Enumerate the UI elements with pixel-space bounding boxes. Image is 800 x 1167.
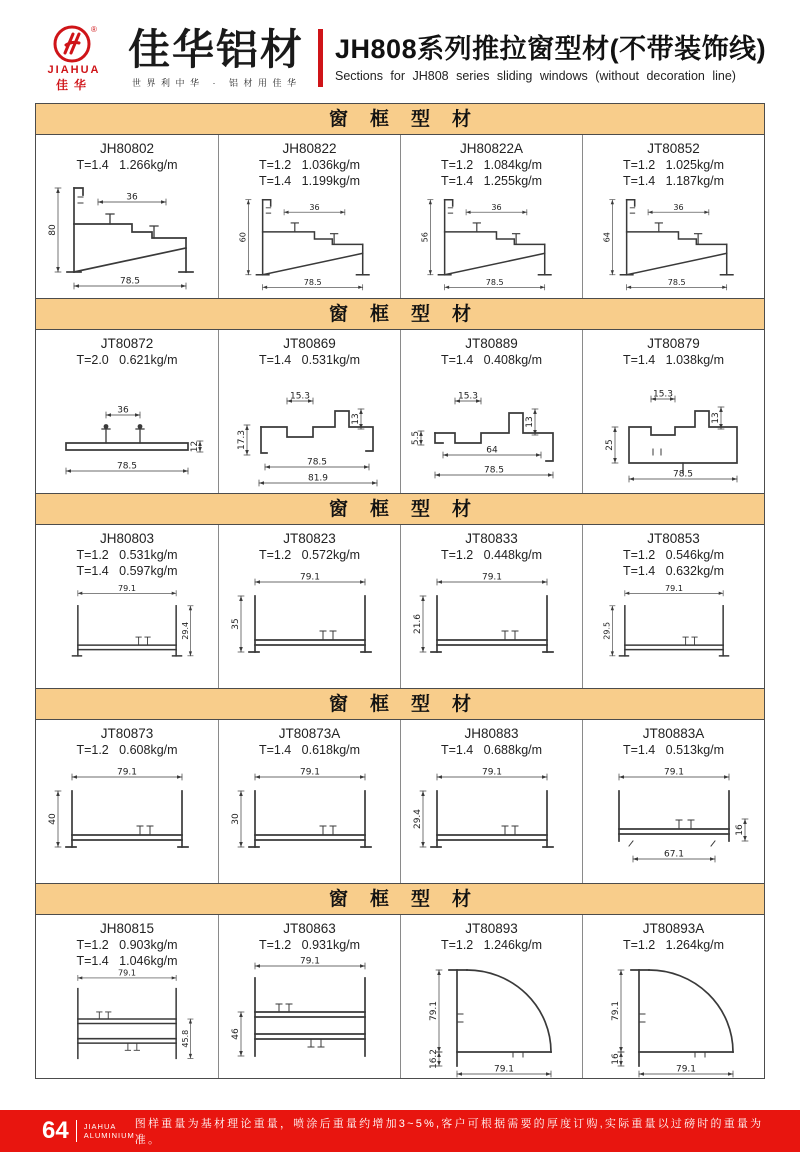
svg-text:79.1: 79.1 [118, 584, 136, 594]
profile-drawing [401, 371, 583, 493]
svg-text:21.6: 21.6 [412, 613, 423, 635]
profile-cell [582, 135, 764, 298]
profile-cell [400, 135, 582, 298]
profile-cell [400, 915, 582, 1078]
profile-code: JH80822 [282, 141, 337, 156]
profile-code: JT80893A [642, 921, 705, 936]
profile-cell [582, 720, 764, 883]
profile-drawing [36, 579, 218, 688]
profile-drawing [583, 189, 765, 298]
profile-code: JT80873 [100, 726, 154, 741]
section-cells [36, 135, 764, 299]
profile-drawing [36, 761, 218, 883]
section-header: 窗框型材 [36, 104, 764, 135]
profile-drawing [219, 566, 401, 688]
brand-name: 佳华铝材 [128, 26, 305, 73]
profile-code: JT80883A [642, 726, 705, 741]
profile-drawing [219, 956, 401, 1078]
profile-drawing [401, 761, 583, 883]
profile-weight: T=1.4 0.408kg/m [440, 353, 543, 367]
footer-brand [84, 1122, 135, 1140]
profile-drawing [401, 566, 583, 688]
svg-text:79.1: 79.1 [481, 767, 502, 778]
profile-weight: T=1.2 0.531kg/m [76, 548, 178, 562]
svg-text:36: 36 [126, 192, 138, 203]
svg-text:64: 64 [602, 232, 612, 243]
svg-text:16: 16 [734, 824, 745, 836]
profile-cell [218, 525, 400, 688]
profile-code: JT80893 [465, 921, 518, 936]
profile-drawing [583, 579, 765, 688]
profile-drawing [401, 189, 583, 298]
profile-weight: T=1.2 0.572kg/m [258, 548, 361, 562]
masthead [26, 22, 770, 94]
profile-drawing [583, 956, 765, 1078]
svg-text:78.5: 78.5 [119, 276, 141, 287]
section-cells [36, 915, 764, 1078]
section-3 [36, 494, 764, 689]
section-4 [36, 689, 764, 884]
page-number: 64 [42, 1117, 69, 1144]
profile-weight: T=1.4 0.531kg/m [258, 353, 361, 367]
profile-code: JH80802 [99, 141, 155, 156]
footer-note: 图样重量为基材理论重量，喷涂后重量约增加3~5%,客户可根据需要的厚度订购,实际重量以过磅时的重量为准。 [134, 1118, 764, 1146]
profile-cell [218, 330, 400, 493]
svg-text:79.1: 79.1 [118, 969, 136, 978]
svg-text:60: 60 [238, 232, 248, 243]
profile-weight: T=1.2 0.546kg/m [622, 548, 725, 562]
profile-weight: T=1.4 1.046kg/m [76, 954, 178, 968]
svg-text:45.8: 45.8 [180, 1029, 190, 1048]
registered-mark: ® [91, 24, 97, 34]
section-cells [36, 720, 764, 884]
profile-cell [36, 330, 218, 493]
profile-cell [400, 720, 582, 883]
svg-text:13: 13 [710, 412, 721, 424]
svg-text:79.1: 79.1 [664, 584, 683, 594]
profile-drawing [583, 371, 765, 493]
svg-text:79.1: 79.1 [663, 767, 684, 778]
svg-text:25: 25 [604, 439, 615, 451]
section-5 [36, 884, 764, 1078]
svg-text:80: 80 [48, 224, 58, 236]
svg-text:17.3: 17.3 [236, 429, 247, 451]
svg-text:78.5: 78.5 [672, 469, 693, 480]
profile-drawing [219, 189, 401, 298]
profile-cell [218, 135, 400, 298]
profile-cell [36, 525, 218, 688]
svg-text:16: 16 [610, 1053, 621, 1065]
svg-text:79.1: 79.1 [675, 1064, 696, 1075]
profile-cell [36, 915, 218, 1078]
brand-tagline: 世界利中华 · 铝材用佳华 [132, 78, 302, 88]
svg-text:29.5: 29.5 [602, 621, 612, 640]
profile-weight: T=1.2 0.903kg/m [76, 938, 178, 952]
title-divider [318, 29, 323, 87]
svg-text:40: 40 [48, 813, 58, 825]
profile-weight: T=1.4 0.513kg/m [622, 743, 725, 757]
profile-code: JT80823 [283, 531, 336, 546]
profile-weight: T=1.4 1.199kg/m [258, 174, 361, 188]
svg-text:15.3: 15.3 [289, 391, 310, 402]
svg-text:29.4: 29.4 [180, 621, 190, 640]
profile-cell [582, 525, 764, 688]
svg-text:36: 36 [490, 202, 502, 212]
title-block [335, 33, 770, 83]
profile-code: JT80879 [647, 336, 700, 351]
section-cells [36, 525, 764, 689]
footer-divider [76, 1120, 77, 1142]
section-header: 窗框型材 [36, 689, 764, 720]
svg-text:79.1: 79.1 [299, 572, 320, 583]
profile-weight: T=1.4 1.038kg/m [622, 353, 725, 367]
section-cells [36, 330, 764, 494]
svg-text:46: 46 [230, 1028, 241, 1040]
profile-code: JT80853 [647, 531, 700, 546]
section-2 [36, 299, 764, 494]
profile-cell [400, 525, 582, 688]
brand-block [128, 27, 304, 89]
profile-drawing [583, 761, 765, 883]
section-header: 窗框型材 [36, 884, 764, 915]
svg-text:79.1: 79.1 [493, 1064, 514, 1075]
svg-text:78.5: 78.5 [483, 465, 504, 476]
profile-cell [400, 330, 582, 493]
profile-cell [36, 135, 218, 298]
profile-weight: T=1.4 0.632kg/m [622, 564, 725, 578]
svg-text:79.1: 79.1 [116, 767, 138, 778]
profile-weight: T=1.4 0.618kg/m [258, 743, 361, 757]
profile-weight: T=1.2 0.608kg/m [76, 743, 178, 757]
svg-text:78.5: 78.5 [306, 457, 327, 468]
profile-weight: T=1.4 0.688kg/m [440, 743, 543, 757]
svg-text:56: 56 [420, 232, 430, 243]
profile-code: JT80863 [283, 921, 336, 936]
footer-bar [0, 1110, 800, 1152]
page-subtitle: Sections for JH808 series sliding windows (without decoration line) [335, 69, 736, 83]
profile-drawing [219, 371, 401, 493]
profile-cell [582, 330, 764, 493]
svg-text:81.9: 81.9 [307, 473, 328, 484]
profile-weight: T=1.2 1.246kg/m [440, 938, 543, 952]
svg-text:79.1: 79.1 [299, 956, 320, 967]
section-header: 窗框型材 [36, 299, 764, 330]
profile-drawing [401, 956, 583, 1078]
svg-text:13: 13 [350, 413, 361, 425]
profile-weight: T=1.2 1.084kg/m [440, 158, 543, 172]
profile-cell [36, 720, 218, 883]
section-1 [36, 104, 764, 299]
logo-text-cn: 佳华 [55, 77, 92, 92]
profile-code: JT80833 [465, 531, 518, 546]
profile-weight: T=1.2 1.025kg/m [622, 158, 725, 172]
svg-text:36: 36 [117, 405, 129, 416]
profile-code: JH80822A [459, 141, 524, 156]
profile-code: JT80852 [647, 141, 700, 156]
profile-weight: T=1.4 1.266kg/m [76, 158, 178, 172]
profile-drawing [219, 761, 401, 883]
svg-text:15.3: 15.3 [652, 389, 673, 400]
profile-weight: T=1.2 0.931kg/m [258, 938, 361, 952]
svg-text:79.1: 79.1 [428, 1000, 439, 1022]
svg-text:79.1: 79.1 [481, 572, 502, 583]
svg-text:5.5: 5.5 [410, 430, 421, 446]
footer-brand-line1: JIAHUA [83, 1122, 117, 1131]
svg-text:67.1: 67.1 [663, 849, 684, 860]
company-logo [26, 24, 122, 93]
profile-drawing [36, 176, 218, 298]
profile-weight: T=1.4 0.597kg/m [76, 564, 178, 578]
svg-text:36: 36 [308, 202, 320, 212]
svg-text:78.5: 78.5 [485, 278, 504, 288]
section-header: 窗框型材 [36, 494, 764, 525]
profile-cell [582, 915, 764, 1078]
svg-text:78.5: 78.5 [303, 278, 322, 288]
svg-text:35: 35 [230, 618, 241, 630]
profile-cell [218, 915, 400, 1078]
profile-weight: T=1.4 1.187kg/m [622, 174, 725, 188]
profile-code: JT80872 [100, 336, 154, 351]
svg-text:29.4: 29.4 [412, 808, 423, 830]
profile-code: JT80889 [465, 336, 518, 351]
svg-text:78.5: 78.5 [116, 461, 138, 472]
svg-text:16.2: 16.2 [428, 1048, 439, 1070]
profile-weight: T=2.0 0.621kg/m [76, 353, 178, 367]
svg-text:78.5: 78.5 [667, 278, 686, 288]
profile-weight: T=1.2 1.036kg/m [258, 158, 361, 172]
svg-text:79.1: 79.1 [299, 767, 320, 778]
svg-text:79.1: 79.1 [610, 1000, 621, 1022]
profile-drawing [36, 371, 218, 493]
logo-text-en: JIAHUA [47, 63, 101, 76]
profile-weight: T=1.2 0.448kg/m [440, 548, 543, 562]
profile-code: JH80883 [464, 726, 519, 741]
profile-code: JH80815 [99, 921, 155, 936]
footer-brand-line2: ALUMINIUM [83, 1131, 135, 1140]
svg-text:30: 30 [230, 813, 241, 825]
profile-code: JT80873A [278, 726, 341, 741]
profile-code: JT80869 [283, 336, 336, 351]
profile-drawing [36, 969, 218, 1078]
svg-text:15.3: 15.3 [457, 391, 478, 402]
profile-code: JH80803 [99, 531, 155, 546]
page-title: JH808系列推拉窗型材(不带装饰线) [335, 34, 767, 64]
profile-weight: T=1.2 1.264kg/m [622, 938, 725, 952]
profile-weight: T=1.4 1.255kg/m [440, 174, 543, 188]
svg-text:13: 13 [524, 416, 535, 428]
svg-text:36: 36 [672, 202, 684, 212]
catalog-table [35, 103, 765, 1079]
jiahua-logo-icon [51, 24, 97, 64]
profile-cell [218, 720, 400, 883]
svg-text:12: 12 [190, 440, 200, 453]
svg-text:64: 64 [485, 445, 498, 456]
